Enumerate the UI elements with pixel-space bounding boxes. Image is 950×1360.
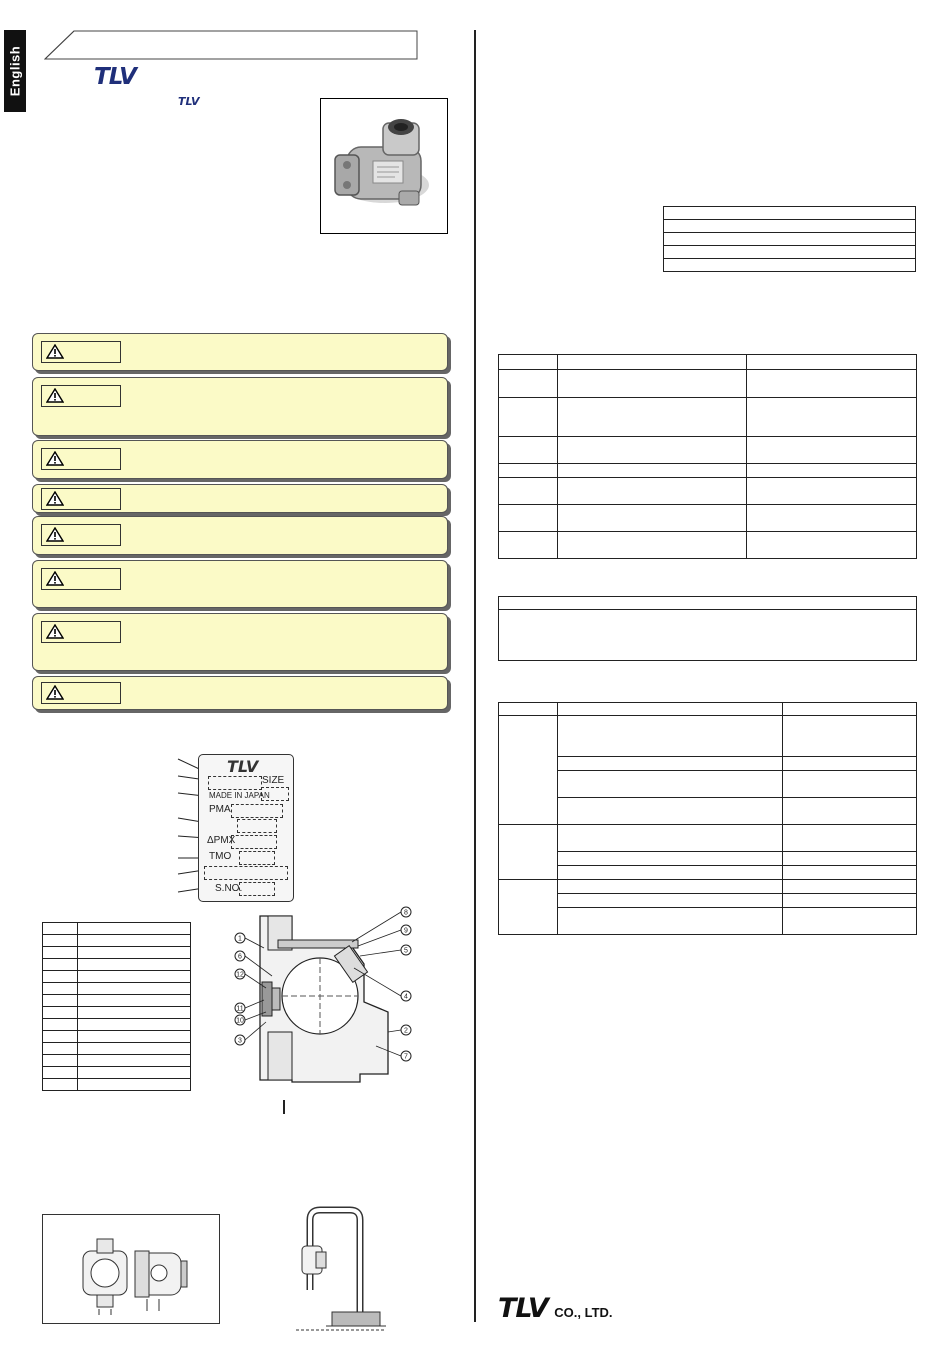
- warning-box-2: [32, 377, 448, 436]
- nameplate-dpmx-field: [231, 835, 277, 849]
- callout-8: 8: [404, 909, 408, 917]
- table-row: [499, 894, 917, 908]
- table-row: [499, 505, 917, 532]
- table-row: [43, 935, 191, 947]
- table-row: [664, 207, 916, 220]
- nameplate-serial-field: [239, 882, 275, 896]
- brand-logo-small: TLV: [178, 95, 200, 108]
- nameplate-tma-field: [237, 819, 277, 833]
- table-row: [499, 355, 917, 370]
- table-row: [43, 971, 191, 983]
- callout-7: 7: [404, 1053, 408, 1061]
- company-suffix: CO., LTD.: [554, 1305, 613, 1320]
- callout-9: 9: [404, 927, 408, 935]
- warning-box-4: [32, 484, 448, 513]
- table-row: [499, 437, 917, 464]
- table-row: [43, 1079, 191, 1091]
- table-row: [499, 478, 917, 505]
- callout-12: 12: [236, 971, 244, 979]
- warning-badge: [41, 568, 121, 590]
- warning-box-6: [32, 560, 448, 608]
- table-row: [664, 220, 916, 233]
- table-row: [499, 716, 917, 757]
- table-row: [499, 880, 917, 894]
- company-logo: TLV: [498, 1293, 548, 1324]
- nameplate-tmo-label: TMO: [209, 851, 232, 862]
- table-row: [499, 866, 917, 880]
- warning-triangle-icon: [46, 527, 64, 542]
- brand-logo: TLV: [94, 64, 136, 90]
- callout-11: 11: [236, 1005, 244, 1013]
- nameplate-tmo-field: [239, 851, 275, 865]
- table-row: [43, 983, 191, 995]
- warning-badge: [41, 682, 121, 704]
- table-row: [43, 995, 191, 1007]
- table-row: [43, 1031, 191, 1043]
- warning-box-8: [32, 676, 448, 710]
- table-row: [664, 259, 916, 272]
- callout-10: 10: [236, 1017, 244, 1025]
- warning-triangle-icon: [46, 451, 64, 466]
- warning-box-1: [32, 333, 448, 371]
- callout-1: 1: [238, 935, 242, 943]
- piping-installation-sketch: [296, 1200, 386, 1332]
- table-row: [43, 1055, 191, 1067]
- company-footer: [498, 1293, 613, 1324]
- warning-badge: [41, 524, 121, 546]
- table-row: [499, 908, 917, 935]
- warning-badge: [41, 488, 121, 510]
- nameplate-dpmx-label: ΔPMX: [207, 835, 236, 846]
- warning-triangle-icon: [46, 344, 64, 359]
- mounting-orientation-figure: [42, 1214, 220, 1324]
- callout-3: 3: [238, 1037, 242, 1045]
- language-tab: [4, 30, 26, 112]
- nameplate-size-label: SIZE: [262, 775, 285, 786]
- nameplate: [198, 754, 294, 902]
- product-photo: [320, 98, 448, 234]
- callout-6: 6: [238, 953, 242, 961]
- table-row: [499, 464, 917, 478]
- warning-badge: [41, 621, 121, 643]
- table-row: [43, 947, 191, 959]
- table-row: [499, 798, 917, 825]
- troubleshooting-table: [498, 702, 917, 935]
- title-banner: [44, 30, 418, 60]
- warning-triangle-icon: [46, 624, 64, 639]
- warning-badge: [41, 448, 121, 470]
- callout-4: 4: [404, 993, 408, 1001]
- cross-section-drawing: [228, 904, 418, 1116]
- language-tab-label: English: [7, 45, 23, 97]
- nameplate-pma-field: [231, 804, 283, 818]
- nameplate-logo: TLV: [227, 757, 259, 776]
- spec-table-small: [663, 206, 916, 272]
- table-row: [499, 532, 917, 559]
- callout-5: 5: [404, 947, 408, 955]
- table-row: [43, 923, 191, 935]
- table-row: [499, 370, 917, 398]
- table-row: [43, 959, 191, 971]
- table-row: [664, 233, 916, 246]
- table-row: [499, 398, 917, 437]
- table-row: [499, 610, 917, 661]
- warning-box-3: [32, 440, 448, 479]
- table-row: [499, 703, 917, 716]
- nameplate-option-field: [204, 866, 288, 880]
- specifications-table: [498, 354, 917, 559]
- table-row: [43, 1043, 191, 1055]
- table-row: [499, 757, 917, 771]
- nameplate-serial-label: S.NO.: [215, 883, 243, 894]
- parts-table: [42, 922, 191, 1091]
- warning-badge: [41, 341, 121, 363]
- warning-box-7: [32, 613, 448, 671]
- nameplate-made-in-label: MADE IN JAPAN: [209, 791, 270, 800]
- table-row: [43, 1007, 191, 1019]
- nameplate-model-field: [208, 776, 262, 790]
- callout-2: 2: [404, 1027, 408, 1035]
- table-row: [664, 246, 916, 259]
- nameplate-pma-label: PMA: [209, 804, 231, 815]
- warning-box-5: [32, 516, 448, 555]
- warning-triangle-icon: [46, 571, 64, 586]
- table-row: [43, 1067, 191, 1079]
- page-divider: [474, 30, 476, 1322]
- table-row: [499, 771, 917, 798]
- table-row: [499, 597, 917, 610]
- table-row: [499, 852, 917, 866]
- table-row: [499, 825, 917, 852]
- note-table: [498, 596, 917, 661]
- warning-triangle-icon: [46, 388, 64, 403]
- warning-triangle-icon: [46, 491, 64, 506]
- warning-badge: [41, 385, 121, 407]
- warning-triangle-icon: [46, 685, 64, 700]
- table-row: [43, 1019, 191, 1031]
